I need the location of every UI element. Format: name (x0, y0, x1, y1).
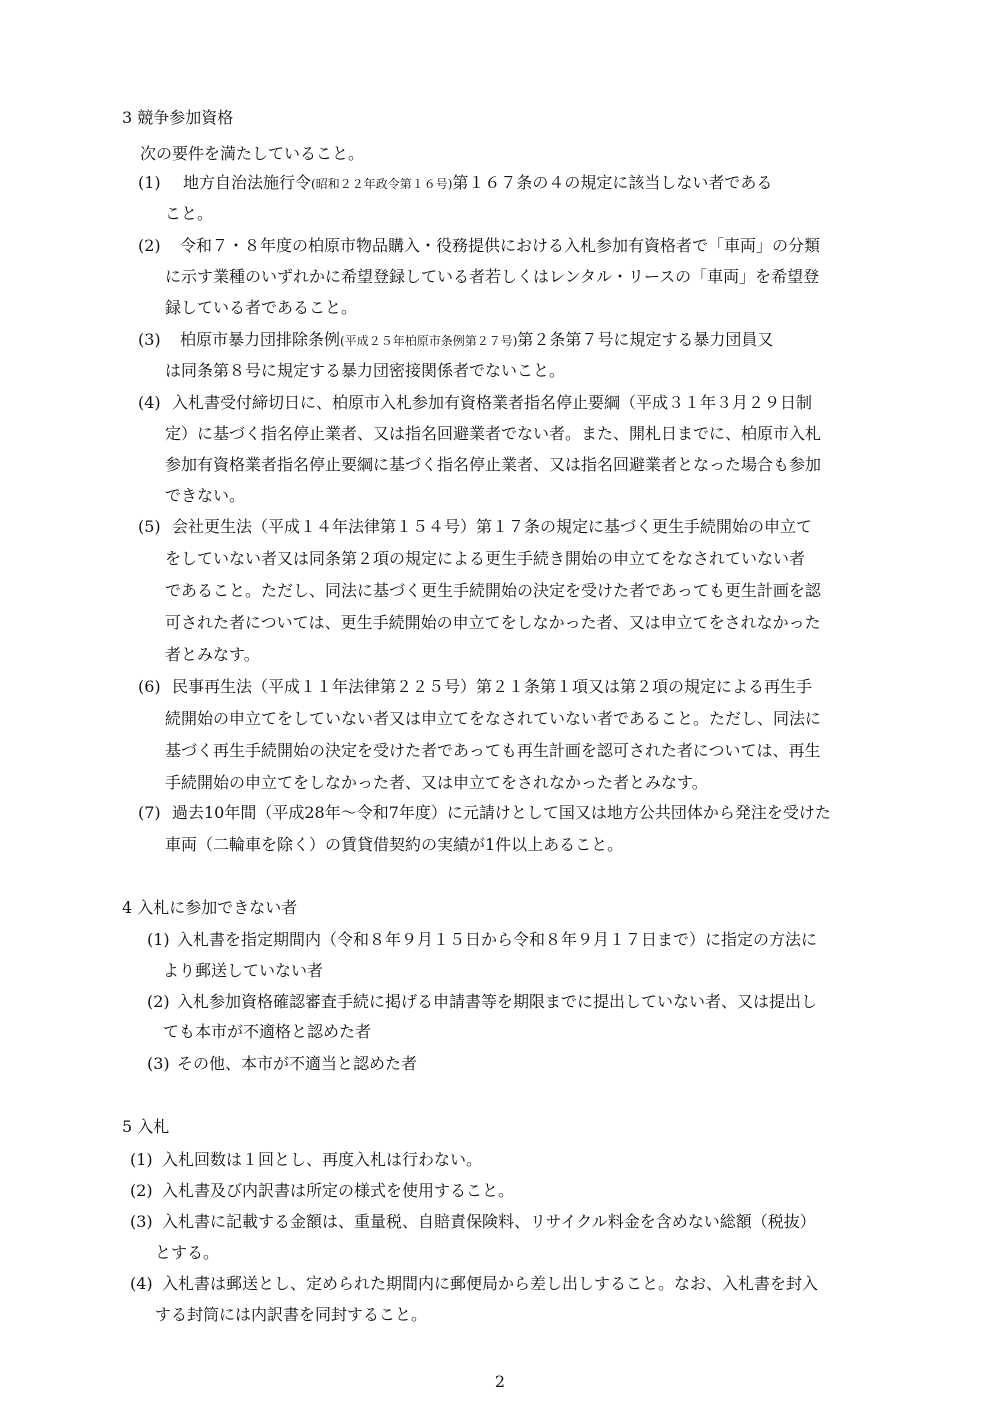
section-3-item-3-line-1 (180, 330, 773, 351)
section-3-item-2-line-2: に示す業種のいずれかに希望登録している者若しくはレンタル・リースの「車両」を希望登 (165, 267, 820, 286)
section-4-item-2-line-1: 入札参加資格確認審査手続に掲げる申請書等を期限までに提出していない者、又は提出し (177, 992, 818, 1011)
section-5-item-1-number: (1) (130, 1150, 153, 1169)
section-3-item-4-line-3: 参加有資格業者指名停止要綱に基づく指名停止業者、又は指名回避業者となった場合も参加 (165, 455, 822, 474)
section-3-item-7-number: (7) (138, 803, 161, 822)
section-4-item-3-line-1: その他、本市が不適当と認めた者 (177, 1054, 418, 1073)
section-4-item-2-number: (2) (147, 992, 170, 1011)
section-3-item-6-line-4: 手続開始の申立てをしなかった者、又は申立てをされなかった者とみなす。 (165, 773, 708, 792)
item-text: 柏原市暴力団排除条例 (180, 330, 341, 349)
item-text-small: (昭和２２年政令第１６号) (311, 177, 453, 191)
section-5-item-3-number: (3) (130, 1212, 153, 1231)
section-3-item-1-line-1a (183, 173, 772, 194)
section-3-item-3-line-2: は同条第８号に規定する暴力団密接関係者でないこと。 (165, 361, 566, 380)
section-3-item-2-number: (2) (138, 236, 161, 255)
section-5-item-4-line-2: する封筒には内訳書を同封すること。 (155, 1305, 428, 1324)
section-3-item-4-line-4: できない。 (165, 486, 246, 505)
section-5-item-3-line-1: 入札書に記載する金額は、重量税、自賠責保険料、リサイクル料金を含めない総額（税抜） (162, 1212, 816, 1231)
section-4-item-1-line-2: より郵送していない者 (163, 961, 324, 980)
section-5-item-4-number: (4) (130, 1274, 153, 1293)
section-3-item-2-line-1: 令和７・８年度の柏原市物品購入・役務提供における入札参加有資格者で「車両」の分類 (180, 236, 821, 255)
page-number: 2 (494, 1372, 506, 1391)
section-3-item-5-line-2: をしていない者又は同条第２項の規定による更生手続き開始の申立てをなされていない者 (165, 549, 806, 568)
section-3-intro: 次の要件を満たしていること。 (140, 144, 365, 163)
section-3-item-5-line-5: 者とみなす。 (165, 645, 260, 664)
section-3-item-6-line-2: 続開始の申立てをしていない者又は申立てをなされていない者であること。ただし、同法に (165, 709, 822, 728)
section-4-item-3-number: (3) (147, 1054, 170, 1073)
section-5-item-3-line-2: とする。 (155, 1243, 220, 1262)
section-3-item-4-number: (4) (138, 393, 161, 412)
section-3-item-5-line-1: 会社更生法（平成１４年法律第１５４号）第１７条の規定に基づく更生手続開始の申立て (172, 517, 813, 536)
section-3-item-1-number: (1) (138, 173, 161, 192)
section-3-item-3-number: (3) (138, 330, 161, 349)
section-5-item-4-line-1: 入札書は郵送とし、定められた期間内に郵便局から差し出しすること。なお、入札書を封入 (162, 1274, 819, 1293)
section-3-item-6-number: (6) (138, 677, 161, 696)
item-text: 地方自治法施行令 (183, 173, 312, 192)
section-3-item-5-line-4: 可された者については、更生手続開始の申立てをしなかった者、又は申立てをされなかった (165, 613, 821, 632)
section-3-item-6-line-3: 基づく再生手続開始の決定を受けた者であっても再生計画を認可された者については、再生 (165, 741, 821, 760)
section-3-item-5-line-3: であること。ただし、同法に基づく更生手続開始の決定を受けた者であっても更生計画を認 (165, 581, 821, 600)
section-4-heading: 4 入札に参加できない者 (122, 898, 298, 917)
section-4-item-2-line-2: ても本市が不適格と認めた者 (163, 1022, 372, 1041)
item-text-small: (平成２５年柏原市条例第２７号) (340, 334, 518, 348)
section-3-item-1-line-2: こと。 (165, 204, 214, 223)
section-3-item-4-line-1: 入札書受付締切日に、柏原市入札参加有資格業者指名停止要綱（平成３１年３月２９日制 (172, 393, 813, 412)
section-3-item-5-number: (5) (138, 517, 161, 536)
section-5-item-1-line-1: 入札回数は１回とし、再度入札は行わない。 (162, 1150, 483, 1169)
item-text: 第１６７条の４の規定に該当しない者である (452, 173, 773, 192)
section-5-item-2-line-1: 入札書及び内訳書は所定の様式を使用すること。 (162, 1181, 515, 1200)
item-text: 第２条第７号に規定する暴力団員又 (517, 330, 774, 349)
section-4-item-1-number: (1) (147, 930, 170, 949)
section-3-item-6-line-1: 民事再生法（平成１１年法律第２２５号）第２１条第１項又は第２項の規定による再生手 (172, 677, 813, 696)
section-3-item-2-line-3: 録している者であること。 (165, 298, 358, 317)
section-4-item-1-line-1: 入札書を指定期間内（令和８年９月１５日から令和８年９月１７日まで）に指定の方法に (177, 930, 818, 949)
section-3-item-7-line-1: 過去10年間（平成28年～令和7年度）に元請けとして国又は地方公共団体から発注を受けた (172, 803, 831, 822)
section-3-item-4-line-2: 定）に基づく指名停止業者、又は指名回避業者でない者。また、開札日までに、柏原市入札 (165, 424, 822, 443)
section-3-heading: 3 競争参加資格 (122, 108, 234, 127)
section-5-item-2-number: (2) (130, 1181, 153, 1200)
section-3-item-7-line-2: 車両（二輪車を除く）の賃貸借契約の実績が1件以上あること。 (165, 835, 624, 854)
section-5-heading: 5 入札 (122, 1117, 170, 1136)
